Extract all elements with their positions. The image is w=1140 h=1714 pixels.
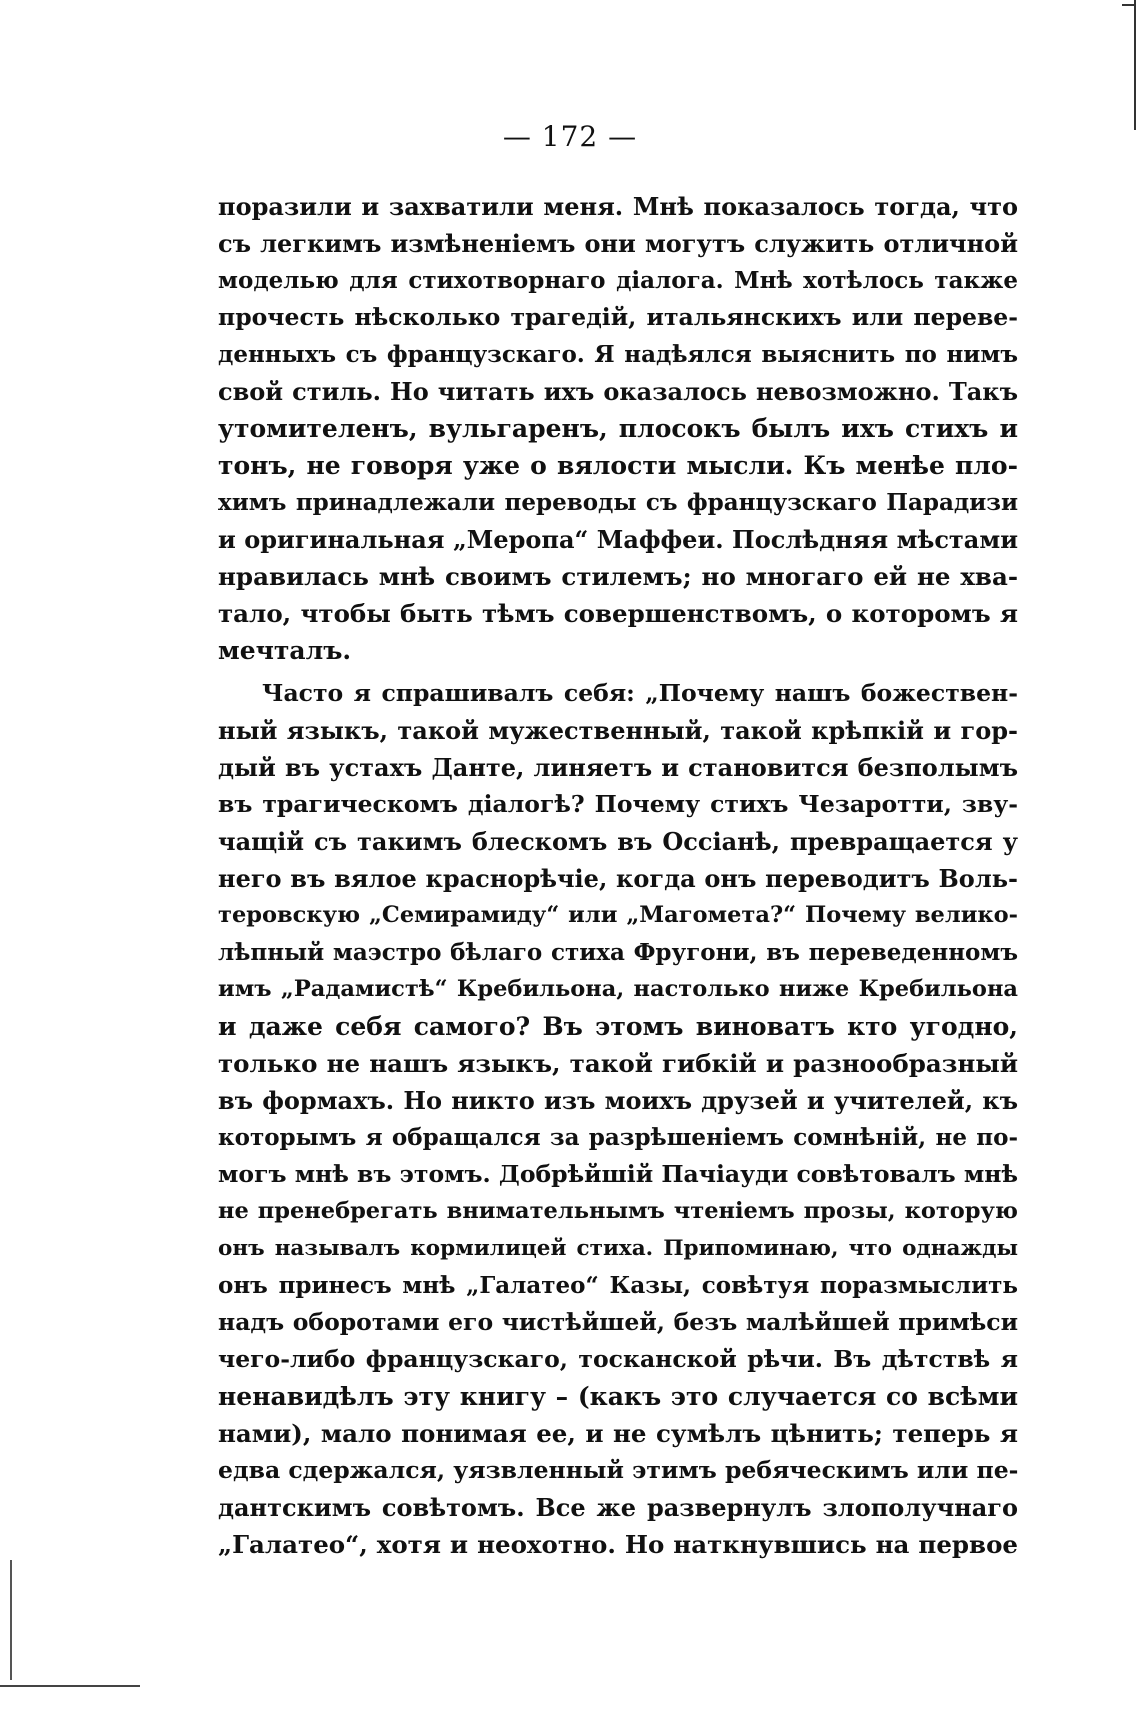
- scan-edge-mark: [0, 1685, 140, 1687]
- text-line: Часто я спрашивалъ себя: „Почему нашъ божествен-: [262, 679, 1018, 707]
- text-line: едва сдержался, уязвленный этимъ ребяческимъ или пе-: [218, 1456, 1018, 1484]
- text-line: денныхъ съ французскаго. Я надѣялся выяснить по нимъ: [218, 341, 1018, 368]
- text-line: въ трагическомъ діалогѣ? Почему стихъ Чезаротти, зву-: [218, 790, 1018, 818]
- text-line: химъ принадлежали переводы съ французскаго Парадизи: [218, 489, 1018, 516]
- text-line: свой стиль. Но читать ихъ оказалось невозможно. Такъ: [218, 377, 1018, 406]
- text-line: которымъ я обращался за разрѣшеніемъ сомнѣній, не по-: [218, 1124, 1018, 1151]
- scan-edge-mark: [1134, 0, 1136, 130]
- text-line: поразили и захватили меня. Мнѣ показалось тогда, что: [218, 192, 1018, 221]
- text-line: чего-либо французскаго, тосканской рѣчи. Въ дѣтствѣ я: [218, 1345, 1018, 1373]
- text-line: него въ вялое краснорѣчіе, когда онъ переводитъ Воль-: [218, 864, 1018, 893]
- text-line: въ формахъ. Но никто изъ моихъ друзей и учителей, къ: [218, 1086, 1018, 1115]
- text-line: тало, чтобы быть тѣмъ совершенствомъ, о которомъ я: [218, 599, 1018, 628]
- text-line: мечталъ.: [218, 636, 352, 665]
- text-line: ный языкъ, такой мужественный, такой крѣпкій и гор-: [218, 716, 1018, 745]
- text-line: утомителенъ, вульгаренъ, плосокъ былъ ихъ стихъ и: [218, 414, 1018, 443]
- text-line: надъ оборотами его чистѣйшей, безъ малѣйшей примѣси: [218, 1308, 1018, 1336]
- text-line: чащій съ такимъ блескомъ въ Оссіанѣ, превращается у: [218, 827, 1018, 856]
- text-line: дый въ устахъ Данте, линяетъ и становится безполымъ: [218, 753, 1018, 782]
- text-line: могъ мнѣ въ этомъ. Добрѣйшій Пачіауди совѣтовалъ мнѣ: [218, 1160, 1018, 1188]
- text-line: только не нашъ языкъ, такой гибкій и разнообразный: [218, 1049, 1018, 1078]
- text-line: и даже себя самого? Въ этомъ виноватъ кто угодно,: [218, 1012, 1018, 1041]
- text-line: нравилась мнѣ своимъ стилемъ; но многаго ей не хва-: [218, 562, 1018, 591]
- text-line: „Галатео“, хотя и неохотно. Но наткнувшись на первое: [218, 1530, 1018, 1559]
- body-text: [218, 188, 1018, 1563]
- text-line: не пренебрегать внимательнымъ чтеніемъ прозы, которую: [218, 1198, 1018, 1224]
- text-line: лѣпный маэстро бѣлаго стиха Фругони, въ переведенномъ: [218, 939, 1018, 966]
- text-line: теровскую „Семирамиду“ или „Магомета?“ Почему велико-: [218, 902, 1018, 928]
- text-line: съ легкимъ измѣненіемъ они могутъ служить отличной: [218, 229, 1018, 258]
- text-line: онъ называлъ кормилицей стиха. Припоминаю, что однажды: [218, 1236, 1018, 1261]
- text-line: имъ „Радамистѣ“ Кребильона, настолько ниже Кребильона: [218, 976, 1018, 1002]
- text-line: ненавидѣлъ эту книгу – (какъ это случается со всѣми: [218, 1382, 1018, 1411]
- scan-edge-mark: [10, 1560, 12, 1680]
- text-line: моделью для стихотворнаго діалога. Мнѣ хотѣлось также: [218, 267, 1018, 294]
- text-line: нами), мало понимая ее, и не сумѣлъ цѣнить; теперь я: [218, 1419, 1018, 1448]
- text-line: прочесть нѣсколько трагедій, итальянскихъ или переве-: [218, 303, 1018, 331]
- text-line: онъ принесъ мнѣ „Галатео“ Казы, совѣтуя поразмыслить: [218, 1272, 1018, 1299]
- text-line: дантскимъ совѣтомъ. Все же развернулъ злополучнаго: [218, 1493, 1018, 1522]
- text-line: и оригинальная „Меропа“ Маффеи. Послѣдняя мѣстами: [218, 525, 1018, 554]
- text-line: тонъ, не говоря уже о вялости мысли. Къ менѣе пло-: [218, 451, 1018, 480]
- page-number: — 172 —: [502, 120, 638, 153]
